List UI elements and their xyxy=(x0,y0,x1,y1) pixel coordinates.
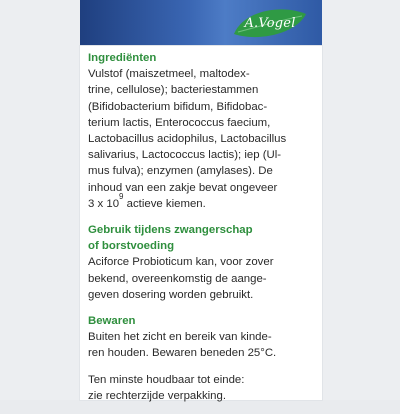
text-line: Ten minste houdbaar tot einde: xyxy=(88,373,245,386)
best-before-section xyxy=(88,372,318,404)
storage-section xyxy=(88,313,318,362)
heading-line: Bewaren xyxy=(88,315,136,328)
text-line: bekend, overeenkomstig de aange- xyxy=(88,272,267,285)
best-before-text xyxy=(88,372,318,404)
text-line: inhoud van een zakje bevat ongeveer xyxy=(88,181,278,194)
heading-line: of borstvoeding xyxy=(88,240,175,253)
text-line: (Bifidobacterium bifidum, Bifidobac- xyxy=(88,100,268,113)
germ-count-line xyxy=(88,192,318,212)
heading-line: Ingrediënten xyxy=(88,52,157,64)
storage-heading xyxy=(88,313,318,329)
pregnancy-text xyxy=(88,254,318,303)
label-content xyxy=(88,50,318,414)
text-line: salivarius, Lactococcus lactis); iep (Ul- xyxy=(88,149,282,162)
germ-count-prefix: 3 x 10 xyxy=(88,197,120,210)
text-line: Aciforce Probioticum kan, voor zover xyxy=(88,256,274,269)
text-line: Vulstof (maiszetmeel, maltodex- xyxy=(88,68,250,81)
brand-logo xyxy=(230,8,310,38)
ingredients-section xyxy=(88,50,318,212)
ingredients-heading xyxy=(88,50,318,66)
text-line: Buiten het zicht en bereik van kinde- xyxy=(88,331,272,344)
brand-logo-text: A.Vogel xyxy=(244,16,296,31)
text-line: ren houden. Bewaren beneden 25°C. xyxy=(88,347,277,360)
germ-count-exponent: 9 xyxy=(119,192,124,202)
text-line: terium lactis, Enterococcus faecium, xyxy=(88,116,271,129)
text-line: zie rechterzijde verpakking. xyxy=(88,389,227,402)
brand-header-bar xyxy=(80,0,322,46)
ingredients-text xyxy=(88,66,318,212)
text-line: geven dosering worden gebruikt. xyxy=(88,288,254,301)
text-line: mus fulva); enzymen (amylases). De xyxy=(88,165,273,178)
text-line: Lactobacillus acidophilus, Lactobacillus xyxy=(88,133,287,146)
pregnancy-section xyxy=(88,222,318,303)
pregnancy-heading xyxy=(88,222,318,254)
storage-text xyxy=(88,329,318,361)
germ-count-suffix: actieve kiemen. xyxy=(123,197,206,210)
heading-line: Gebruik tijdens zwangerschap xyxy=(88,224,253,237)
text-line: trine, cellulose); bacteriestammen xyxy=(88,84,259,97)
